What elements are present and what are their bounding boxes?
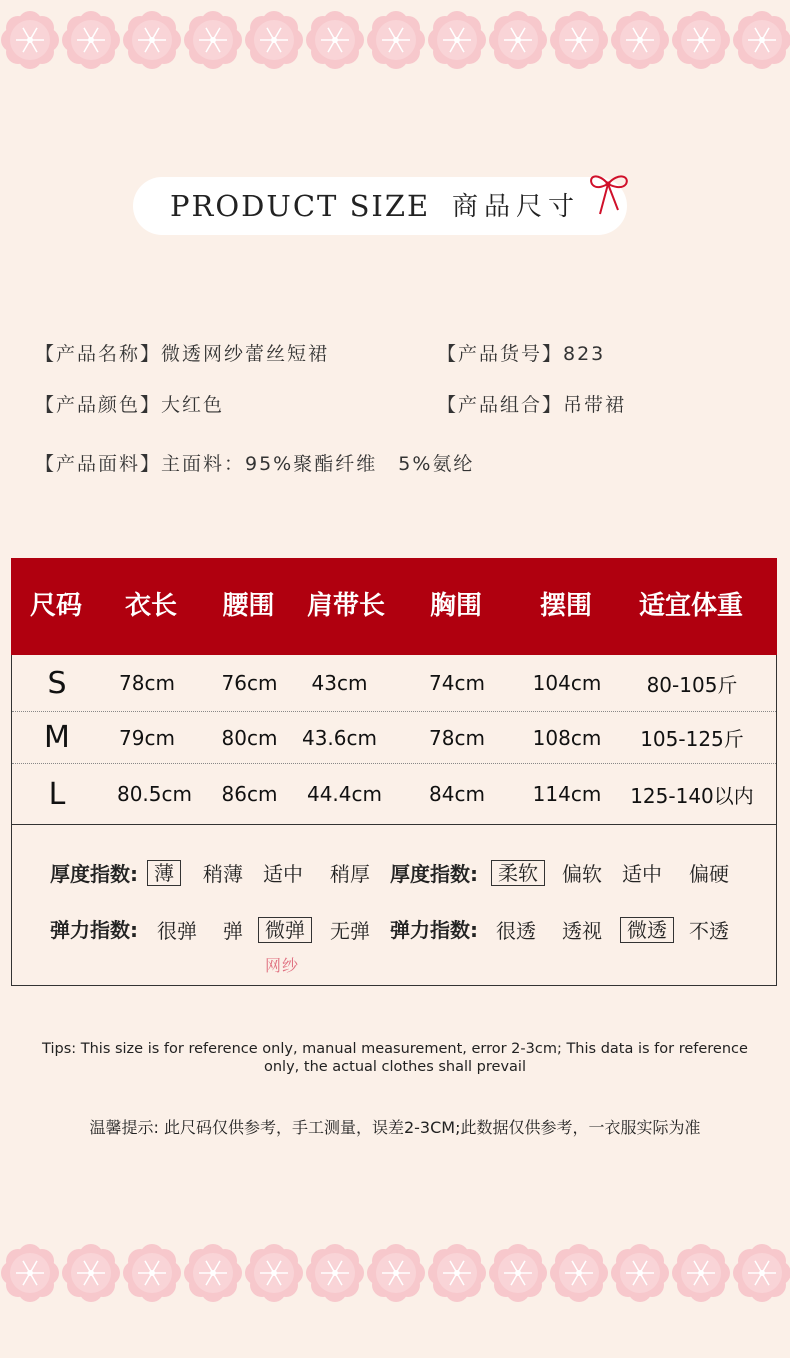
transparency-option: 不透 — [689, 919, 729, 943]
lace-flower-icon — [550, 11, 608, 69]
cell-waist: 76cm — [221, 671, 278, 695]
lace-flower-icon — [428, 1244, 486, 1302]
cell-length: 78cm — [119, 671, 175, 695]
product-color: 【产品颜色】大红色 — [35, 394, 225, 416]
tips-english: Tips: This size is for reference only, manual measurement, error 2-3cm; This data is for reference only, the actual clothes shall prevail — [42, 1041, 748, 1075]
lace-flower-icon — [184, 1244, 242, 1302]
cell-bust: 78cm — [429, 725, 485, 750]
lace-flower-icon — [733, 11, 790, 69]
cell-waist: 80cm — [221, 725, 278, 750]
lace-flower-icon — [428, 11, 486, 69]
mesh-note: 网纱 — [265, 956, 300, 975]
lace-flower-icon — [62, 11, 120, 69]
lace-flower-icon — [367, 11, 425, 69]
lace-flower-icon — [672, 11, 730, 69]
lace-flower-icon — [611, 11, 669, 69]
tips-chinese: 温馨提示: 此尺码仅供参考，手工测量，误差2-3CM;此数据仅供参考，一衣服实际为准 — [89, 1118, 701, 1137]
product-number: 【产品货号】823 — [437, 343, 606, 365]
cell-hem: 104cm — [532, 671, 602, 695]
product-combo: 【产品组合】吊带裙 — [437, 394, 627, 416]
header-bust: 胸围 — [429, 591, 482, 621]
cell-size: L — [48, 776, 66, 812]
lace-flower-icon — [733, 1244, 790, 1302]
cell-waist: 86cm — [221, 782, 278, 806]
cell-hem: 114cm — [532, 782, 602, 806]
header-strap: 肩带长 — [306, 591, 385, 621]
lace-flower-icon — [245, 1244, 303, 1302]
lace-flower-icon — [1, 11, 59, 69]
lace-flower-icon — [672, 1244, 730, 1302]
cell-bust: 74cm — [429, 671, 485, 695]
size-table — [11, 558, 777, 825]
lace-flower-icon — [184, 11, 242, 69]
lace-flower-icon — [62, 1244, 120, 1302]
lace-flower-icon — [306, 1244, 364, 1302]
thickness-option: 稍薄 — [203, 862, 243, 886]
cell-weight: 105-125斤 — [640, 727, 744, 751]
cell-hem: 108cm — [532, 725, 602, 750]
lace-flower-icon — [306, 11, 364, 69]
cell-weight: 80-105斤 — [646, 672, 738, 697]
cell-strap: 43.6cm — [301, 725, 377, 750]
softness-option: 适中 — [622, 862, 662, 886]
lace-flower-icon — [489, 11, 547, 69]
thickness-option: 适中 — [263, 862, 303, 886]
cell-bust: 84cm — [429, 782, 485, 806]
cell-size: M — [44, 720, 70, 755]
header-hem: 摆围 — [539, 591, 592, 621]
thickness-option-selected: 薄 — [147, 860, 181, 886]
lace-flower-icon — [123, 1244, 181, 1302]
lace-flower-icon — [550, 1244, 608, 1302]
thickness-option: 稍厚 — [330, 862, 370, 886]
cell-weight: 125-140以内 — [630, 783, 754, 808]
softness-option-selected: 柔软 — [491, 860, 545, 886]
transparency-option-selected: 微透 — [620, 917, 674, 943]
transparency-option: 透视 — [562, 919, 602, 943]
table-row — [12, 655, 776, 711]
size-table-body — [11, 655, 777, 825]
elastic-option: 弹 — [223, 919, 243, 943]
header-size: 尺码 — [29, 591, 82, 621]
header-waist: 腰围 — [222, 591, 275, 621]
title-chinese: 商品尺寸 — [452, 192, 581, 222]
product-name: 【产品名称】微透网纱蕾丝短裙 — [35, 343, 330, 365]
fabric-indices-panel — [11, 824, 777, 986]
cell-size: S — [47, 665, 67, 701]
transparency-option: 很透 — [496, 919, 536, 943]
cell-strap: 43cm — [311, 671, 368, 695]
cell-length: 79cm — [119, 725, 175, 750]
cell-strap: 44.4cm — [306, 782, 382, 806]
thickness-label: 厚度指数: — [50, 862, 138, 886]
table-row — [12, 711, 776, 763]
header-weight: 适宜体重 — [638, 591, 743, 621]
lace-flower-icon — [1, 1244, 59, 1302]
lace-flower-icon — [489, 1244, 547, 1302]
softness-option: 偏软 — [562, 862, 602, 886]
table-row — [12, 763, 776, 824]
lace-flower-icon — [367, 1244, 425, 1302]
lace-flower-icon — [245, 11, 303, 69]
elastic-option: 很弹 — [157, 919, 197, 943]
title-english: PRODUCT SIZE — [170, 189, 431, 223]
lace-border-bottom — [0, 1243, 790, 1303]
size-table-header — [11, 558, 777, 655]
transparency-label: 弹力指数: — [390, 918, 478, 942]
header-length: 衣长 — [124, 591, 177, 621]
elastic-option-selected: 微弹 — [258, 917, 312, 943]
lace-flower-icon — [611, 1244, 669, 1302]
bow-icon — [586, 170, 632, 220]
softness-label: 厚度指数: — [390, 862, 478, 886]
lace-flower-icon — [123, 11, 181, 69]
softness-option: 偏硬 — [689, 862, 729, 886]
elastic-option: 无弹 — [330, 919, 370, 943]
cell-length: 80.5cm — [116, 782, 192, 806]
lace-border-top — [0, 10, 790, 70]
elastic-label: 弹力指数: — [50, 918, 138, 942]
product-fabric: 【产品面料】主面料：95%聚酯纤维 5%氨纶 — [35, 453, 475, 475]
